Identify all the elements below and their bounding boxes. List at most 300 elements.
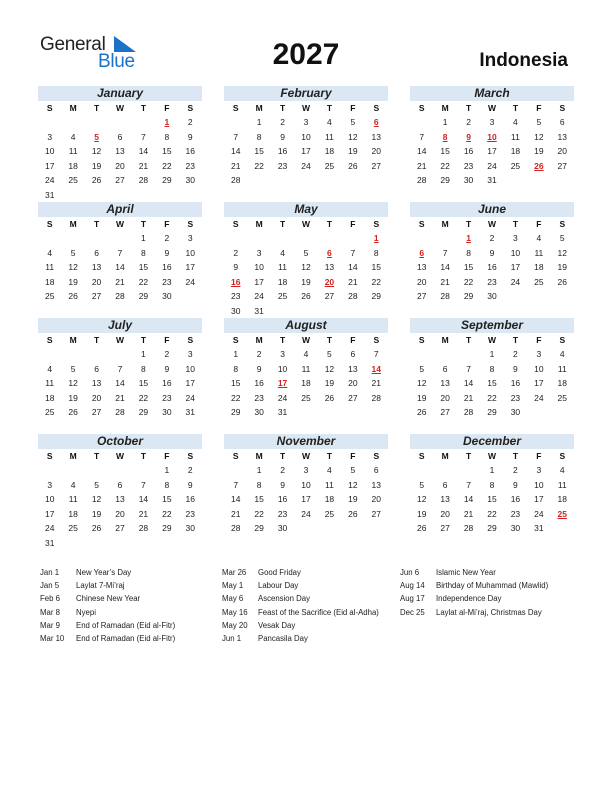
holiday-row <box>40 579 175 592</box>
empty-day-cell <box>247 231 270 246</box>
day-cell: 1 <box>164 465 170 475</box>
holiday-row <box>400 592 548 605</box>
empty-day-cell <box>457 463 480 478</box>
day-cell: 18 <box>534 262 544 272</box>
day-cell: 2 <box>513 465 518 475</box>
empty-day-cell <box>224 231 247 246</box>
day-cell: 8 <box>141 247 146 258</box>
day-cell: 31 <box>44 189 55 200</box>
day-cell: 31 <box>487 175 497 185</box>
day-cell: 15 <box>371 262 382 272</box>
day-cell: 23 <box>254 392 264 403</box>
day-cell: 30 <box>185 175 196 185</box>
day-cell: 13 <box>440 378 450 388</box>
holiday-date: Aug 17 <box>400 594 425 604</box>
day-cell: 21 <box>371 378 382 388</box>
month-day-grid <box>410 217 574 304</box>
day-cell: 15 <box>138 378 149 388</box>
day-cell: 9 <box>256 363 262 374</box>
month-day-grid <box>410 101 574 188</box>
month-day-grid <box>224 333 388 420</box>
holiday-row <box>222 592 379 605</box>
holiday-day-cell: 5 <box>94 131 99 142</box>
weekday-header: T <box>279 335 286 345</box>
holiday-row <box>222 606 379 619</box>
day-cell: 29 <box>487 407 497 417</box>
day-cell: 25 <box>324 160 335 171</box>
day-cell: 14 <box>440 262 450 272</box>
day-cell: 16 <box>277 146 288 156</box>
day-cell: 9 <box>513 363 518 374</box>
day-cell: 25 <box>44 291 55 301</box>
holiday-name: Good Friday <box>258 568 301 577</box>
month-october <box>38 434 202 548</box>
holiday-day-cell: 1 <box>373 233 379 243</box>
month-title: August <box>224 318 388 333</box>
day-cell: 4 <box>327 465 332 475</box>
weekday-header: W <box>115 451 124 461</box>
day-cell: 2 <box>164 233 170 243</box>
day-cell: 14 <box>115 262 125 272</box>
day-cell: 7 <box>233 131 239 142</box>
day-cell: 11 <box>534 247 544 258</box>
day-cell: 4 <box>303 349 309 359</box>
month-day-grid <box>410 449 574 536</box>
day-cell: 17 <box>44 160 55 171</box>
day-cell: 25 <box>324 508 335 519</box>
day-cell: 4 <box>70 479 76 490</box>
day-cell: 11 <box>325 131 334 142</box>
holiday-day-cell: 8 <box>442 131 448 142</box>
holiday-date: Feb 6 <box>40 594 60 604</box>
day-cell: 9 <box>489 247 495 258</box>
day-cell: 22 <box>162 508 172 519</box>
weekday-header: T <box>140 451 147 461</box>
holiday-row <box>400 579 548 592</box>
weekday-header: M <box>441 219 449 229</box>
day-cell: 20 <box>115 160 125 171</box>
day-cell: 19 <box>324 378 335 388</box>
weekday-header: S <box>559 219 566 229</box>
day-cell: 1 <box>489 349 495 359</box>
empty-day-cell <box>108 231 131 246</box>
weekday-header: M <box>441 335 449 345</box>
day-cell: 3 <box>513 233 518 243</box>
weekday-header: S <box>232 219 239 229</box>
day-cell: 15 <box>487 378 497 388</box>
day-cell: 9 <box>164 247 170 258</box>
day-cell: 21 <box>348 276 358 287</box>
day-cell: 3 <box>536 349 542 359</box>
weekday-header: F <box>536 103 542 113</box>
day-cell: 1 <box>489 465 495 475</box>
day-cell: 19 <box>68 392 78 403</box>
weekday-header: F <box>536 219 542 229</box>
day-cell: 24 <box>44 523 55 533</box>
day-cell: 5 <box>303 247 309 258</box>
day-cell: 22 <box>162 160 172 171</box>
day-cell: 30 <box>510 523 521 533</box>
month-april <box>38 202 202 312</box>
day-cell: 21 <box>115 392 125 403</box>
day-cell: 24 <box>254 291 264 301</box>
day-cell: 30 <box>463 175 474 185</box>
empty-day-cell <box>224 463 247 478</box>
day-cell: 15 <box>138 262 149 272</box>
day-cell: 29 <box>138 291 149 301</box>
weekday-header: F <box>350 335 356 345</box>
day-cell: 27 <box>440 407 450 417</box>
day-cell: 11 <box>45 262 55 272</box>
day-cell: 3 <box>280 349 285 359</box>
page-header <box>0 0 612 84</box>
day-cell: 26 <box>91 175 102 185</box>
weekday-header: T <box>140 103 147 113</box>
holiday-name: Labour Day <box>258 581 299 591</box>
day-cell: 16 <box>510 494 521 504</box>
day-cell: 4 <box>536 233 542 243</box>
weekday-header: T <box>326 335 333 345</box>
weekday-header: T <box>326 103 333 113</box>
day-cell: 29 <box>487 523 497 533</box>
weekday-header: S <box>232 335 239 345</box>
day-cell: 30 <box>277 523 288 533</box>
day-cell: 27 <box>115 175 125 185</box>
weekday-header: M <box>441 103 449 113</box>
day-cell: 15 <box>162 146 172 156</box>
holiday-column <box>400 566 548 619</box>
weekday-header: T <box>140 335 147 345</box>
day-cell: 14 <box>138 146 149 156</box>
weekday-header: F <box>164 219 170 229</box>
day-cell: 21 <box>230 160 241 171</box>
weekday-header: T <box>326 451 333 461</box>
day-cell: 8 <box>164 131 170 142</box>
day-cell: 8 <box>233 363 239 374</box>
day-cell: 15 <box>487 494 497 504</box>
day-cell: 5 <box>536 117 542 127</box>
day-cell: 13 <box>557 131 568 142</box>
day-cell: 10 <box>254 262 264 272</box>
holiday-date: May 16 <box>222 607 248 617</box>
day-cell: 18 <box>324 146 335 156</box>
month-june <box>410 202 574 312</box>
day-cell: 13 <box>115 146 125 156</box>
page-title-year: 2027 <box>272 38 340 71</box>
day-cell: 8 <box>141 363 146 374</box>
month-july <box>38 318 202 428</box>
holiday-day-cell: 14 <box>371 363 382 374</box>
month-title: December <box>410 434 574 449</box>
weekday-header: M <box>69 219 77 229</box>
holiday-name: Birthday of Muhammad (Mawlid) <box>436 581 549 591</box>
day-cell: 24 <box>44 175 55 185</box>
day-cell: 10 <box>44 494 55 504</box>
day-cell: 23 <box>510 392 521 403</box>
day-cell: 10 <box>44 146 55 156</box>
day-cell: 28 <box>138 175 149 185</box>
weekday-header: T <box>140 219 147 229</box>
holiday-day-cell: 6 <box>419 247 425 258</box>
day-cell: 21 <box>230 508 241 519</box>
month-september <box>410 318 574 428</box>
day-cell: 13 <box>371 131 382 142</box>
holiday-name: Laylat al-Mi’raj, Christmas Day <box>436 607 542 617</box>
day-cell: 18 <box>510 146 521 156</box>
weekday-header: S <box>187 451 194 461</box>
day-cell: 15 <box>440 146 450 156</box>
holiday-row <box>222 579 379 592</box>
day-cell: 20 <box>348 378 358 388</box>
weekday-header: M <box>69 335 77 345</box>
day-cell: 21 <box>138 160 149 171</box>
day-cell: 26 <box>324 392 335 403</box>
day-cell: 28 <box>115 291 125 301</box>
day-cell: 30 <box>510 407 521 417</box>
day-cell: 26 <box>416 407 427 417</box>
day-cell: 23 <box>230 291 241 301</box>
day-cell: 27 <box>440 523 450 533</box>
day-cell: 3 <box>187 233 193 243</box>
day-cell: 27 <box>557 160 568 171</box>
day-cell: 17 <box>487 146 497 156</box>
day-cell: 19 <box>557 262 568 272</box>
day-cell: 25 <box>510 160 521 171</box>
day-cell: 20 <box>416 276 427 287</box>
holiday-day-cell: 16 <box>230 276 241 287</box>
day-cell: 3 <box>256 247 262 258</box>
day-cell: 8 <box>466 247 471 258</box>
holiday-column <box>40 566 175 645</box>
month-title: June <box>410 202 574 217</box>
day-cell: 25 <box>301 392 311 403</box>
day-cell: 2 <box>280 117 285 127</box>
day-cell: 15 <box>230 378 241 388</box>
empty-day-cell <box>457 347 480 362</box>
day-cell: 5 <box>94 479 99 490</box>
weekday-header: W <box>301 451 310 461</box>
weekday-header: T <box>465 103 472 113</box>
day-cell: 25 <box>68 175 78 185</box>
empty-day-cell <box>271 231 294 246</box>
weekday-header: W <box>301 219 310 229</box>
day-cell: 27 <box>91 407 102 417</box>
empty-day-cell <box>294 231 317 246</box>
day-cell: 11 <box>557 479 567 490</box>
weekday-header: T <box>279 451 286 461</box>
day-cell: 10 <box>510 247 521 258</box>
day-cell: 16 <box>487 262 497 272</box>
day-cell: 29 <box>254 523 264 533</box>
day-cell: 8 <box>256 131 262 142</box>
day-cell: 19 <box>348 494 358 504</box>
holiday-date: Mar 26 <box>222 568 247 577</box>
holiday-date: Mar 10 <box>40 633 65 643</box>
empty-day-cell <box>85 347 108 362</box>
empty-day-cell <box>433 463 456 478</box>
day-cell: 17 <box>301 494 311 504</box>
day-cell: 11 <box>557 363 567 374</box>
day-cell: 6 <box>559 117 565 127</box>
month-title: February <box>224 86 388 101</box>
weekday-header: S <box>559 335 566 345</box>
month-title: January <box>38 86 202 101</box>
day-cell: 1 <box>141 349 146 359</box>
day-cell: 22 <box>138 276 149 287</box>
month-november <box>224 434 388 544</box>
day-cell: 26 <box>301 291 311 301</box>
day-cell: 18 <box>68 160 78 171</box>
day-cell: 7 <box>442 247 448 258</box>
day-cell: 16 <box>254 378 264 388</box>
holiday-name: New Year’s Day <box>76 568 132 577</box>
weekday-header: M <box>69 451 77 461</box>
day-cell: 11 <box>278 262 287 272</box>
day-cell: 2 <box>256 349 262 359</box>
weekday-header: S <box>46 335 53 345</box>
weekday-header: S <box>232 451 239 461</box>
day-cell: 2 <box>164 349 170 359</box>
month-title: May <box>224 202 388 217</box>
day-cell: 20 <box>115 508 125 519</box>
day-cell: 29 <box>162 523 172 533</box>
weekday-header: S <box>418 335 425 345</box>
weekday-header: W <box>487 335 496 345</box>
holiday-name: Laylat 7-Mi’raj <box>76 581 125 591</box>
day-cell: 10 <box>301 479 311 490</box>
weekday-header: F <box>164 335 170 345</box>
day-cell: 26 <box>68 407 78 417</box>
day-cell: 28 <box>348 291 358 301</box>
month-day-grid <box>38 449 202 550</box>
day-cell: 2 <box>466 117 471 127</box>
empty-day-cell <box>224 115 247 130</box>
holiday-day-cell: 1 <box>466 233 471 243</box>
month-title: November <box>224 434 388 449</box>
day-cell: 20 <box>91 276 102 287</box>
day-cell: 19 <box>416 508 427 519</box>
day-cell: 30 <box>185 523 196 533</box>
day-cell: 18 <box>324 494 335 504</box>
day-cell: 1 <box>141 233 146 243</box>
day-cell: 15 <box>463 262 474 272</box>
weekday-header: S <box>46 103 53 113</box>
weekday-header: T <box>465 219 472 229</box>
day-cell: 11 <box>68 494 78 504</box>
day-cell: 17 <box>44 508 55 519</box>
day-cell: 23 <box>487 276 497 287</box>
holiday-day-cell: 20 <box>324 276 335 287</box>
empty-day-cell <box>38 463 61 478</box>
day-cell: 1 <box>256 465 262 475</box>
day-cell: 12 <box>416 378 427 388</box>
day-cell: 27 <box>91 291 102 301</box>
empty-day-cell <box>410 231 433 246</box>
weekday-header: T <box>512 219 519 229</box>
day-cell: 10 <box>534 479 544 490</box>
day-cell: 17 <box>185 262 196 272</box>
holiday-row <box>40 632 175 645</box>
day-cell: 6 <box>117 479 123 490</box>
day-cell: 23 <box>277 508 288 519</box>
day-cell: 6 <box>94 363 99 374</box>
holiday-day-cell: 9 <box>466 131 471 142</box>
day-cell: 25 <box>557 392 568 403</box>
day-cell: 6 <box>117 131 123 142</box>
day-cell: 2 <box>187 465 193 475</box>
day-cell: 14 <box>463 494 474 504</box>
day-cell: 31 <box>534 523 544 533</box>
month-title: September <box>410 318 574 333</box>
weekday-header: T <box>93 451 100 461</box>
weekday-header: S <box>559 103 566 113</box>
day-cell: 1 <box>233 349 239 359</box>
month-day-grid <box>38 333 202 420</box>
day-cell: 11 <box>68 146 78 156</box>
empty-day-cell <box>61 347 84 362</box>
holiday-day-cell: 10 <box>487 131 497 142</box>
day-cell: 14 <box>230 146 241 156</box>
day-cell: 3 <box>47 479 53 490</box>
day-cell: 3 <box>489 117 495 127</box>
weekday-header: T <box>512 335 519 345</box>
day-cell: 28 <box>138 523 149 533</box>
day-cell: 7 <box>350 247 356 258</box>
day-cell: 29 <box>371 291 382 301</box>
day-cell: 28 <box>416 175 427 185</box>
day-cell: 22 <box>138 392 149 403</box>
weekday-header: S <box>418 219 425 229</box>
day-cell: 14 <box>348 262 358 272</box>
day-cell: 24 <box>301 508 311 519</box>
day-cell: 22 <box>463 276 474 287</box>
empty-day-cell <box>410 463 433 478</box>
day-cell: 19 <box>68 276 78 287</box>
day-cell: 23 <box>510 508 521 519</box>
holiday-row <box>222 566 379 579</box>
weekday-header: W <box>301 335 310 345</box>
day-cell: 26 <box>68 291 78 301</box>
day-cell: 16 <box>463 146 474 156</box>
day-cell: 3 <box>303 117 309 127</box>
day-cell: 7 <box>466 479 471 490</box>
day-cell: 24 <box>510 276 521 287</box>
weekday-header: F <box>536 335 542 345</box>
day-cell: 23 <box>185 508 196 519</box>
empty-day-cell <box>61 463 84 478</box>
holiday-date: May 6 <box>222 594 244 604</box>
day-cell: 15 <box>254 494 264 504</box>
holiday-name: Ascension Day <box>258 594 311 604</box>
day-cell: 2 <box>280 465 285 475</box>
holiday-name: Pancasila Day <box>258 633 308 643</box>
day-cell: 13 <box>348 363 358 374</box>
weekday-header: S <box>418 451 425 461</box>
day-cell: 12 <box>91 494 102 504</box>
day-cell: 8 <box>489 363 495 374</box>
day-cell: 28 <box>463 407 474 417</box>
empty-day-cell <box>132 115 155 130</box>
month-day-grid <box>38 217 202 304</box>
day-cell: 20 <box>371 494 382 504</box>
day-cell: 16 <box>185 494 196 504</box>
holiday-date: Mar 9 <box>40 620 60 630</box>
day-cell: 5 <box>70 247 76 258</box>
day-cell: 25 <box>68 523 78 533</box>
weekday-header: M <box>69 103 77 113</box>
day-cell: 11 <box>511 131 520 142</box>
day-cell: 31 <box>44 537 55 548</box>
